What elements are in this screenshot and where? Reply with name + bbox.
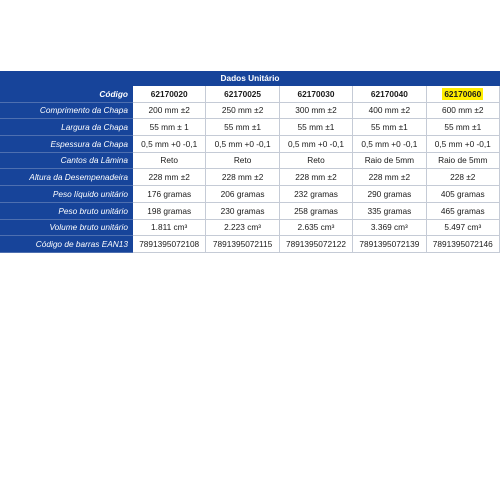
- spec-value-cell: 228 mm ±2: [206, 169, 279, 186]
- spec-value-cell: 228 mm ±2: [353, 169, 426, 186]
- spec-value-cell: 1.811 cm³: [133, 219, 206, 236]
- spec-row: [1, 219, 500, 236]
- spec-row-label: Espessura da Chapa: [1, 136, 133, 153]
- spec-value-cell: 5.497 cm³: [426, 219, 499, 236]
- spec-row-label: Altura da Desempenadeira: [1, 169, 133, 186]
- spec-row: [1, 169, 500, 186]
- product-code: 62170020: [133, 86, 206, 103]
- spec-value-cell: 290 gramas: [353, 186, 426, 203]
- product-code-highlighted-cell: [426, 86, 499, 103]
- spec-value-cell: 600 mm ±2: [426, 102, 499, 119]
- spec-value-cell: 7891395072122: [279, 236, 352, 253]
- product-code: 62170040: [353, 86, 426, 103]
- spec-value-cell: Reto: [133, 152, 206, 169]
- spec-value-cell: 2.635 cm³: [279, 219, 352, 236]
- spec-value-cell: 0,5 mm +0 -0,1: [279, 136, 352, 153]
- spec-value-cell: 200 mm ±2: [133, 102, 206, 119]
- spec-value-cell: 228 mm ±2: [133, 169, 206, 186]
- spec-value-cell: 206 gramas: [206, 186, 279, 203]
- spec-value-cell: 0,5 mm +0 -0,1: [353, 136, 426, 153]
- spec-value-cell: Reto: [206, 152, 279, 169]
- code-header-row: [1, 86, 500, 103]
- spec-row-label: Código de barras EAN13: [1, 236, 133, 253]
- spec-value-cell: 228 mm ±2: [279, 169, 352, 186]
- spec-value-cell: 55 mm ±1: [353, 119, 426, 136]
- spec-value-cell: 230 gramas: [206, 202, 279, 219]
- spec-value-cell: 0,5 mm +0 -0,1: [133, 136, 206, 153]
- spec-row: [1, 202, 500, 219]
- spec-value-cell: 55 mm ±1: [206, 119, 279, 136]
- spec-row-label: Peso líquido unitário: [1, 186, 133, 203]
- spec-row: [1, 102, 500, 119]
- spec-value-cell: 465 gramas: [426, 202, 499, 219]
- spec-value-cell: 7891395072115: [206, 236, 279, 253]
- spec-value-cell: Raio de 5mm: [353, 152, 426, 169]
- spec-row-label: Largura da Chapa: [1, 119, 133, 136]
- table-title-row: [1, 72, 500, 86]
- highlighted-product-code: 62170060: [444, 88, 482, 99]
- spec-value-cell: 232 gramas: [279, 186, 352, 203]
- spec-value-cell: 0,5 mm +0 -0,1: [206, 136, 279, 153]
- spec-value-cell: 258 gramas: [279, 202, 352, 219]
- spec-value-cell: 3.369 cm³: [353, 219, 426, 236]
- codigo-label: Código: [1, 86, 133, 103]
- product-spec-table: [0, 71, 500, 253]
- spec-row: [1, 152, 500, 169]
- spec-value-cell: 176 gramas: [133, 186, 206, 203]
- spec-row: [1, 236, 500, 253]
- spec-value-cell: 405 gramas: [426, 186, 499, 203]
- spec-value-cell: 2.223 cm³: [206, 219, 279, 236]
- product-code: 62170030: [279, 86, 352, 103]
- spec-value-cell: 400 mm ±2: [353, 102, 426, 119]
- spec-row-label: Volume bruto unitário: [1, 219, 133, 236]
- spec-row-label: Peso bruto unitário: [1, 202, 133, 219]
- spec-value-cell: 55 mm ± 1: [133, 119, 206, 136]
- product-code: 62170025: [206, 86, 279, 103]
- spec-value-cell: 55 mm ±1: [279, 119, 352, 136]
- spec-row: [1, 119, 500, 136]
- spec-value-cell: Reto: [279, 152, 352, 169]
- spec-row: [1, 186, 500, 203]
- spec-value-cell: 198 gramas: [133, 202, 206, 219]
- spec-value-cell: 7891395072108: [133, 236, 206, 253]
- spec-value-cell: 228 ±2: [426, 169, 499, 186]
- spec-value-cell: 0,5 mm +0 -0,1: [426, 136, 499, 153]
- spec-value-cell: 300 mm ±2: [279, 102, 352, 119]
- spec-value-cell: Raio de 5mm: [426, 152, 499, 169]
- spec-value-cell: 55 mm ±1: [426, 119, 499, 136]
- spec-row-label: Comprimento da Chapa: [1, 102, 133, 119]
- spec-value-cell: 7891395072139: [353, 236, 426, 253]
- spec-value-cell: 250 mm ±2: [206, 102, 279, 119]
- spec-row: [1, 136, 500, 153]
- spec-row-label: Cantos da Lâmina: [1, 152, 133, 169]
- spec-value-cell: 7891395072146: [426, 236, 499, 253]
- table-title: Dados Unitário: [1, 72, 500, 86]
- spec-value-cell: 335 gramas: [353, 202, 426, 219]
